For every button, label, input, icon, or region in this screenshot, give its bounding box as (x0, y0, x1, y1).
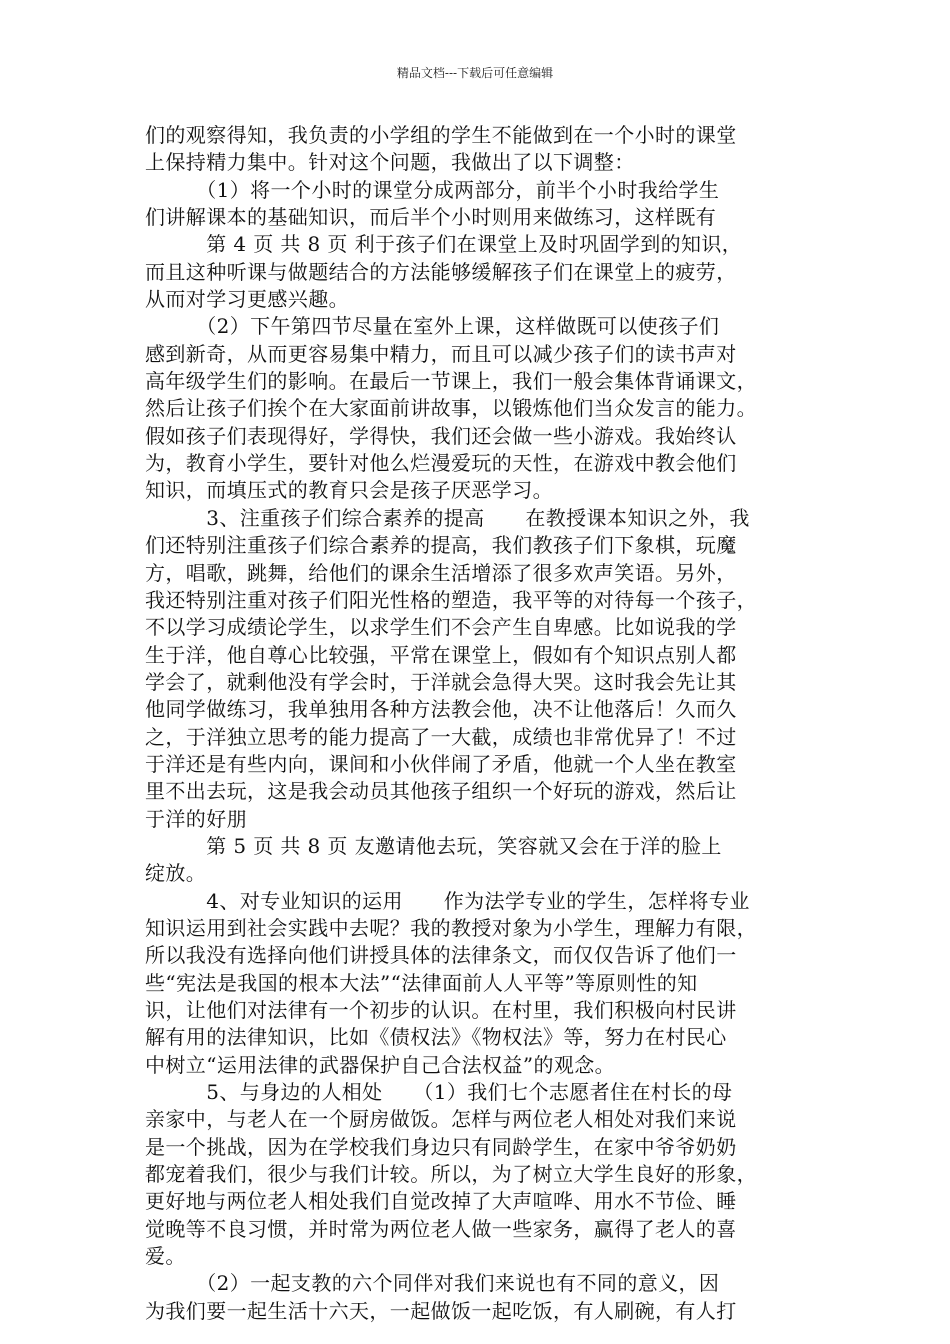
body-line: 从而对学习更感兴趣。 (145, 287, 349, 312)
body-line: 然后让孩子们挨个在大家面前讲故事，以锻炼他们当众发言的能力。 (145, 396, 757, 421)
body-line: 他同学做练习，我单独用各种方法教会他，决不让他落后！久而久 (145, 697, 737, 722)
body-line: 之，于洋独立思考的能力提高了一大截，成绩也非常优异了！不过 (145, 724, 737, 749)
body-line: 而且这种听课与做题结合的方法能够缓解孩子们在课堂上的疲劳， (145, 259, 737, 284)
body-line: 绽放。 (145, 861, 207, 886)
body-line: 3、注重孩子们综合素养的提高 在教授课本知识之外，我 (145, 505, 750, 530)
body-line: （2）下午第四节尽量在室外上课，这样做既可以使孩子们 (145, 314, 720, 339)
body-line: 生于洋，他自尊心比较强，平常在课堂上，假如有个知识点别人都 (145, 642, 737, 667)
body-line: 亲家中，与老人在一个厨房做饭。怎样与两位老人相处对我们来说 (145, 1107, 737, 1132)
body-line: 解有用的法律知识，比如《债权法》《物权法》等，努力在村民心 (145, 1025, 727, 1050)
page-header: 精品文档---下载后可任意编辑 (396, 66, 554, 80)
body-line: （1）将一个小时的课堂分成两部分，前半个小时我给学生 (145, 177, 720, 202)
body-line: 第 4 页 共 8 页 利于孩子们在课堂上及时巩固学到的知识， (145, 232, 743, 257)
body-line: 里不出去玩，这是我会动员其他孩子组织一个好玩的游戏，然后让 (145, 779, 737, 804)
body-line: 都宠着我们，很少与我们计较。所以，为了树立大学生良好的形象， (145, 1162, 757, 1187)
body-line: 是一个挑战，因为在学校我们身边只有同龄学生，在家中爷爷奶奶 (145, 1134, 737, 1159)
body-line: 方，唱歌，跳舞，给他们的课余生活增添了很多欢声笑语。另外， (145, 560, 737, 585)
body-line: 觉晚等不良习惯，并时常为两位老人做一些家务，赢得了老人的喜 (145, 1216, 737, 1241)
body-line: （2）一起支教的六个同伴对我们来说也有不同的意义，因 (145, 1271, 720, 1296)
body-line: 我还特别注重对孩子们阳光性格的塑造，我平等的对待每一个孩子， (145, 587, 757, 612)
body-line: 中树立“运用法律的武器保护自己合法权益”的观念。 (145, 1052, 616, 1077)
body-line: 高年级学生们的影响。在最后一节课上，我们一般会集体背诵课文， (145, 369, 757, 394)
body-line: 们讲解课本的基础知识，而后半个小时则用来做练习，这样既有 (145, 205, 717, 230)
body-line: 于洋的好朋 (145, 806, 247, 831)
body-line: 5、与身边的人相处 （1）我们七个志愿者住在村长的母 (145, 1080, 733, 1105)
body-line: 们的观察得知，我负责的小学组的学生不能做到在一个小时的课堂 (145, 123, 737, 147)
body-line: 不以学习成绩论学生，以求学生们不会产生自卑感。比如说我的学 (145, 615, 737, 640)
body-line: 们还特别注重孩子们综合素养的提高，我们教孩子们下象棋，玩魔 (145, 533, 737, 558)
body-line: 假如孩子们表现得好，学得快，我们还会做一些小游戏。我始终认 (145, 423, 737, 448)
document-body (145, 122, 811, 1325)
body-line: 些“宪法是我国的根本大法”“法律面前人人平等”等原则性的知 (145, 970, 698, 995)
body-line: 第 5 页 共 8 页 友邀请他去玩，笑容就又会在于洋的脸上 (145, 833, 722, 858)
body-line: 于洋还是有些内向，课间和小伙伴闹了矛盾，他就一个人坐在教室 (145, 751, 737, 776)
body-line: 爱。 (145, 1244, 186, 1269)
body-line: 更好地与两位老人相处我们自觉改掉了大声喧哗、用水不节俭、睡 (145, 1189, 737, 1214)
body-line: 上保持精力集中。针对这个问题，我做出了以下调整： (145, 150, 635, 175)
body-line: 知识，而填压式的教育只会是孩子厌恶学习。 (145, 478, 553, 503)
body-line: 4、对专业知识的运用 作为法学专业的学生，怎样将专业 (145, 888, 750, 913)
body-line: 为我们要一起生活十六天，一起做饭一起吃饭，有人刷碗，有人打 (145, 1298, 737, 1323)
body-line: 感到新奇，从而更容易集中精力，而且可以减少孩子们的读书声对 (145, 341, 737, 366)
body-line: 学会了，就剩他没有学会时，于洋就会急得大哭。这时我会先让其 (145, 669, 737, 694)
body-line: 知识运用到社会实践中去呢？我的教授对象为小学生，理解力有限， (145, 915, 757, 940)
body-line: 所以我没有选择向他们讲授具体的法律条文，而仅仅告诉了他们一 (145, 943, 737, 968)
body-line: 为，教育小学生，要针对他么烂漫爱玩的天性，在游戏中教会他们 (145, 451, 737, 476)
body-line: 识，让他们对法律有一个初步的认识。在村里，我们积极向村民讲 (145, 998, 737, 1022)
